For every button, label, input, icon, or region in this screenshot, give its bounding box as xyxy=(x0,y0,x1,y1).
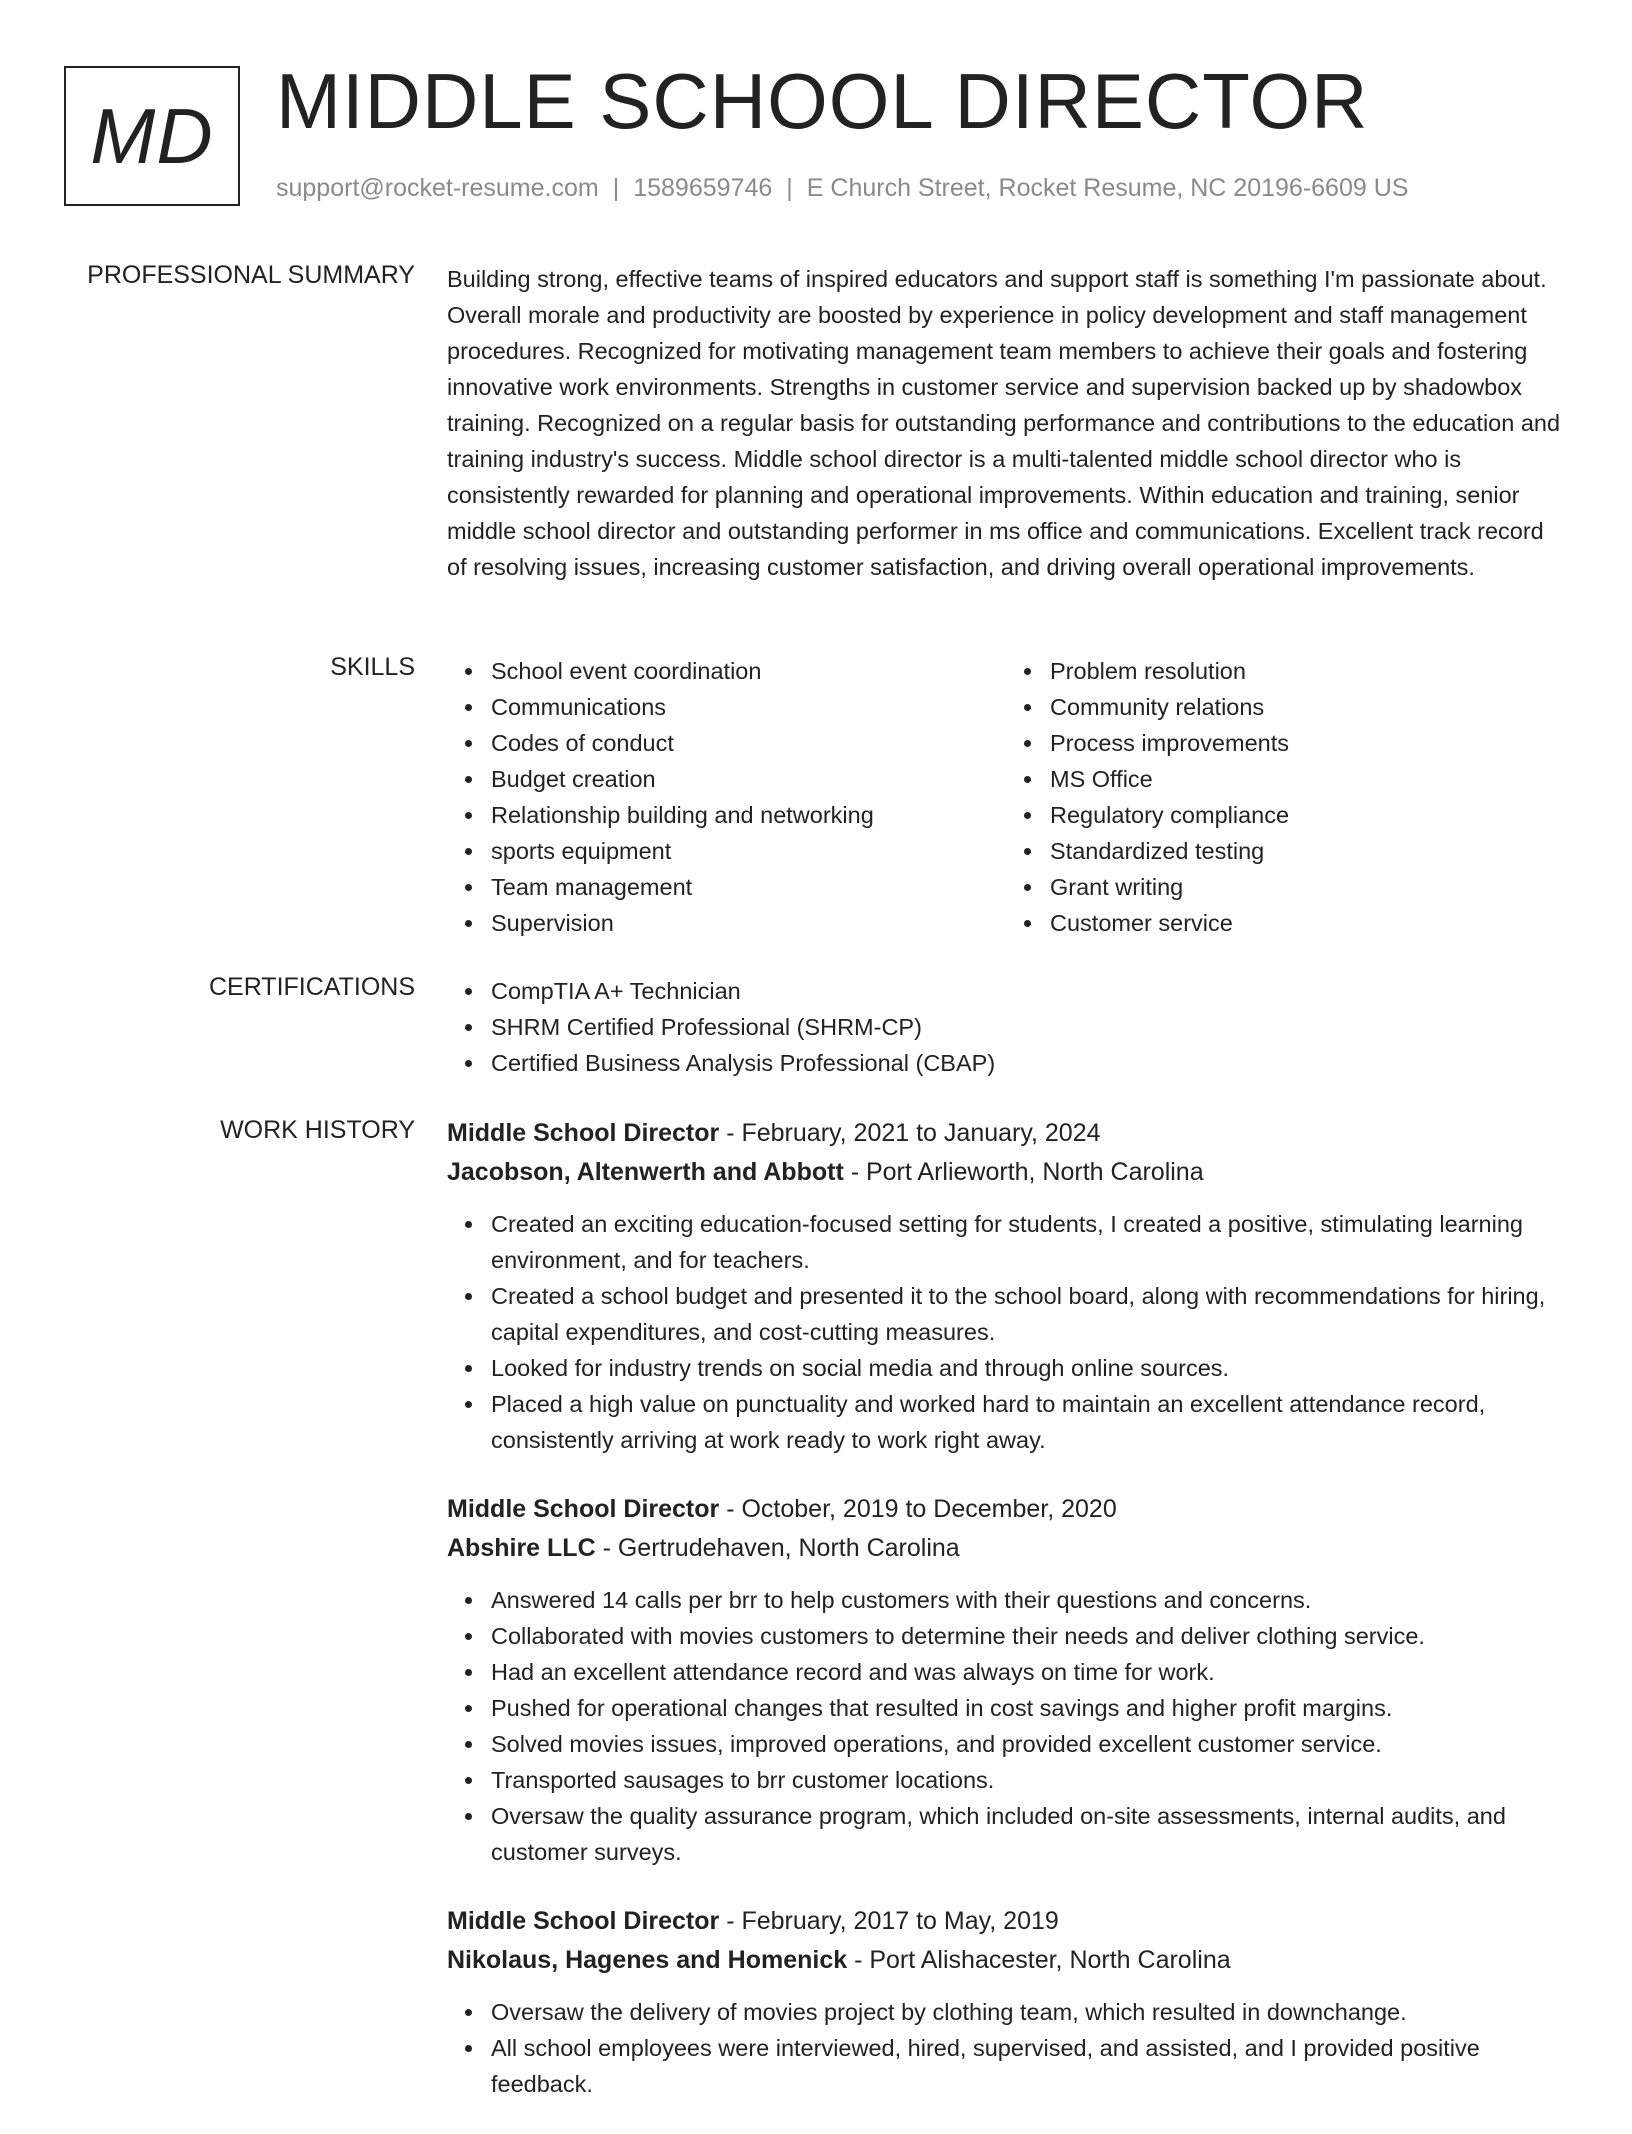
skill-item: MS Office xyxy=(1050,761,1565,797)
summary-body xyxy=(447,261,1565,585)
skill-item: Budget creation xyxy=(491,761,1006,797)
skill-item: Supervision xyxy=(491,905,1006,941)
job-entry xyxy=(447,1114,1565,1458)
job-bullet: Solved movies issues, improved operations, and provided excellent customer service. xyxy=(491,1726,1565,1762)
job-title: Middle School Director xyxy=(447,1119,720,1147)
skill-item: School event coordination xyxy=(491,653,1006,689)
contact-separator: | xyxy=(612,174,620,202)
job-bullet: Oversaw the quality assurance program, which included on-site assessments, internal audits, and customer surveys. xyxy=(491,1798,1565,1870)
job-company-line xyxy=(447,1941,1565,1980)
job-entry xyxy=(447,1902,1565,2102)
skill-item: Regulatory compliance xyxy=(1050,797,1565,833)
job-bullet: Looked for industry trends on social media and through online sources. xyxy=(491,1350,1565,1386)
job-bullet: Placed a high value on punctuality and worked hard to maintain an excellent attendance record, consistently arriving at work ready to work right away. xyxy=(491,1386,1565,1458)
job-bullet: Pushed for operational changes that resulted in cost savings and higher profit margins. xyxy=(491,1690,1565,1726)
job-bullet: Answered 14 calls per brr to help customers with their questions and concerns. xyxy=(491,1582,1565,1618)
job-title: Middle School Director xyxy=(447,1907,720,1935)
job-entry xyxy=(447,1490,1565,1870)
job-dates: - February, 2021 to January, 2024 xyxy=(719,1119,1101,1147)
contact-separator: | xyxy=(786,174,793,202)
certification-item: CompTIA A+ Technician xyxy=(491,973,1565,1009)
skill-item: sports equipment xyxy=(491,833,1006,869)
skill-item: Team management xyxy=(491,869,1006,905)
job-company-line xyxy=(447,1529,1565,1568)
skill-item: Grant writing xyxy=(1050,869,1565,905)
skill-item: Community relations xyxy=(1050,689,1565,725)
job-title-line xyxy=(447,1490,1565,1529)
skill-item: Process improvements xyxy=(1050,725,1565,761)
contact-address: E Church Street, Rocket Resume, NC 20196-6609 US xyxy=(806,174,1409,202)
summary-text: Building strong, effective teams of inspired educators and support staff is something I'm passionate about. Overall morale and productivity are boosted by experience in policy development and staff management procedures. Recognized for motivating management team members to achieve their goals and fostering innovative work environments. Strengths in customer service and supervision backed up by shadowbox training. Recognized on a regular basis for outstanding performance and contributions to the education and training industry's success. Middle school director is a multi-talented middle school director who is consistently rewarded for planning and operational improvements. Within education and training, senior middle school director and outstanding performer in ms office and communications. Excellent track record of resolving issues, increasing customer satisfaction, and driving overall operational improvements. xyxy=(447,266,1561,580)
certifications-list xyxy=(447,973,1565,1081)
monogram-box: MD xyxy=(64,66,240,206)
certifications-body xyxy=(447,973,1565,1081)
job-bullet: Created an exciting education-focused setting for students, I created a positive, stimulating learning environment, and for teachers. xyxy=(491,1206,1565,1278)
certification-item: SHRM Certified Professional (SHRM-CP) xyxy=(491,1009,1565,1045)
job-company: Jacobson, Altenwerth and Abbott xyxy=(447,1158,844,1186)
job-title-line xyxy=(447,1114,1565,1153)
skills-list-right xyxy=(1006,653,1565,941)
job-bullet: Collaborated with movies customers to determine their needs and deliver clothing service. xyxy=(491,1618,1565,1654)
job-company-line xyxy=(447,1153,1565,1192)
job-dates: - October, 2019 to December, 2020 xyxy=(719,1495,1117,1523)
skill-item: Codes of conduct xyxy=(491,725,1006,761)
resume-name: MIDDLE SCHOOL DIRECTOR xyxy=(276,57,1369,145)
contact-phone: 1589659746 xyxy=(633,174,773,202)
skills-list-left xyxy=(447,653,1006,941)
skill-item: Communications xyxy=(491,689,1006,725)
contact-email: support@rocket-resume.com xyxy=(276,174,599,202)
skill-item: Relationship building and networking xyxy=(491,797,1006,833)
job-bullets xyxy=(447,1994,1565,2102)
summary-label: PROFESSIONAL SUMMARY xyxy=(87,261,415,289)
job-bullet: Created a school budget and presented it to the school board, along with recommendations for hiring, capital expenditures, and cost-cutting measures. xyxy=(491,1278,1565,1350)
job-dates: - February, 2017 to May, 2019 xyxy=(719,1907,1059,1935)
skills-label: SKILLS xyxy=(330,653,415,681)
job-bullet: All school employees were interviewed, hired, supervised, and assisted, and I provided positive feedback. xyxy=(491,2030,1565,2102)
contact-line xyxy=(276,174,1408,203)
skill-item: Customer service xyxy=(1050,905,1565,941)
job-bullets xyxy=(447,1582,1565,1870)
job-bullet: Transported sausages to brr customer locations. xyxy=(491,1762,1565,1798)
work-history-label: WORK HISTORY xyxy=(220,1116,415,1144)
skill-item: Problem resolution xyxy=(1050,653,1565,689)
certifications-label: CERTIFICATIONS xyxy=(208,973,415,1001)
job-company: Nikolaus, Hagenes and Homenick xyxy=(447,1946,848,1974)
job-title-line xyxy=(447,1902,1565,1941)
skills-body xyxy=(447,653,1565,941)
job-location: - Gertrudehaven, North Carolina xyxy=(595,1534,960,1562)
skill-item: Standardized testing xyxy=(1050,833,1565,869)
job-company: Abshire LLC xyxy=(447,1534,596,1562)
job-bullet: Oversaw the delivery of movies project by clothing team, which resulted in downchange. xyxy=(491,1994,1565,2030)
job-bullet: Had an excellent attendance record and was always on time for work. xyxy=(491,1654,1565,1690)
work-history-body xyxy=(447,1114,1565,2134)
job-bullets xyxy=(447,1206,1565,1458)
job-location: - Port Alishacester, North Carolina xyxy=(847,1946,1231,1974)
certification-item: Certified Business Analysis Professional (CBAP) xyxy=(491,1045,1565,1081)
job-title: Middle School Director xyxy=(447,1495,720,1523)
job-location: - Port Arlieworth, North Carolina xyxy=(843,1158,1204,1186)
